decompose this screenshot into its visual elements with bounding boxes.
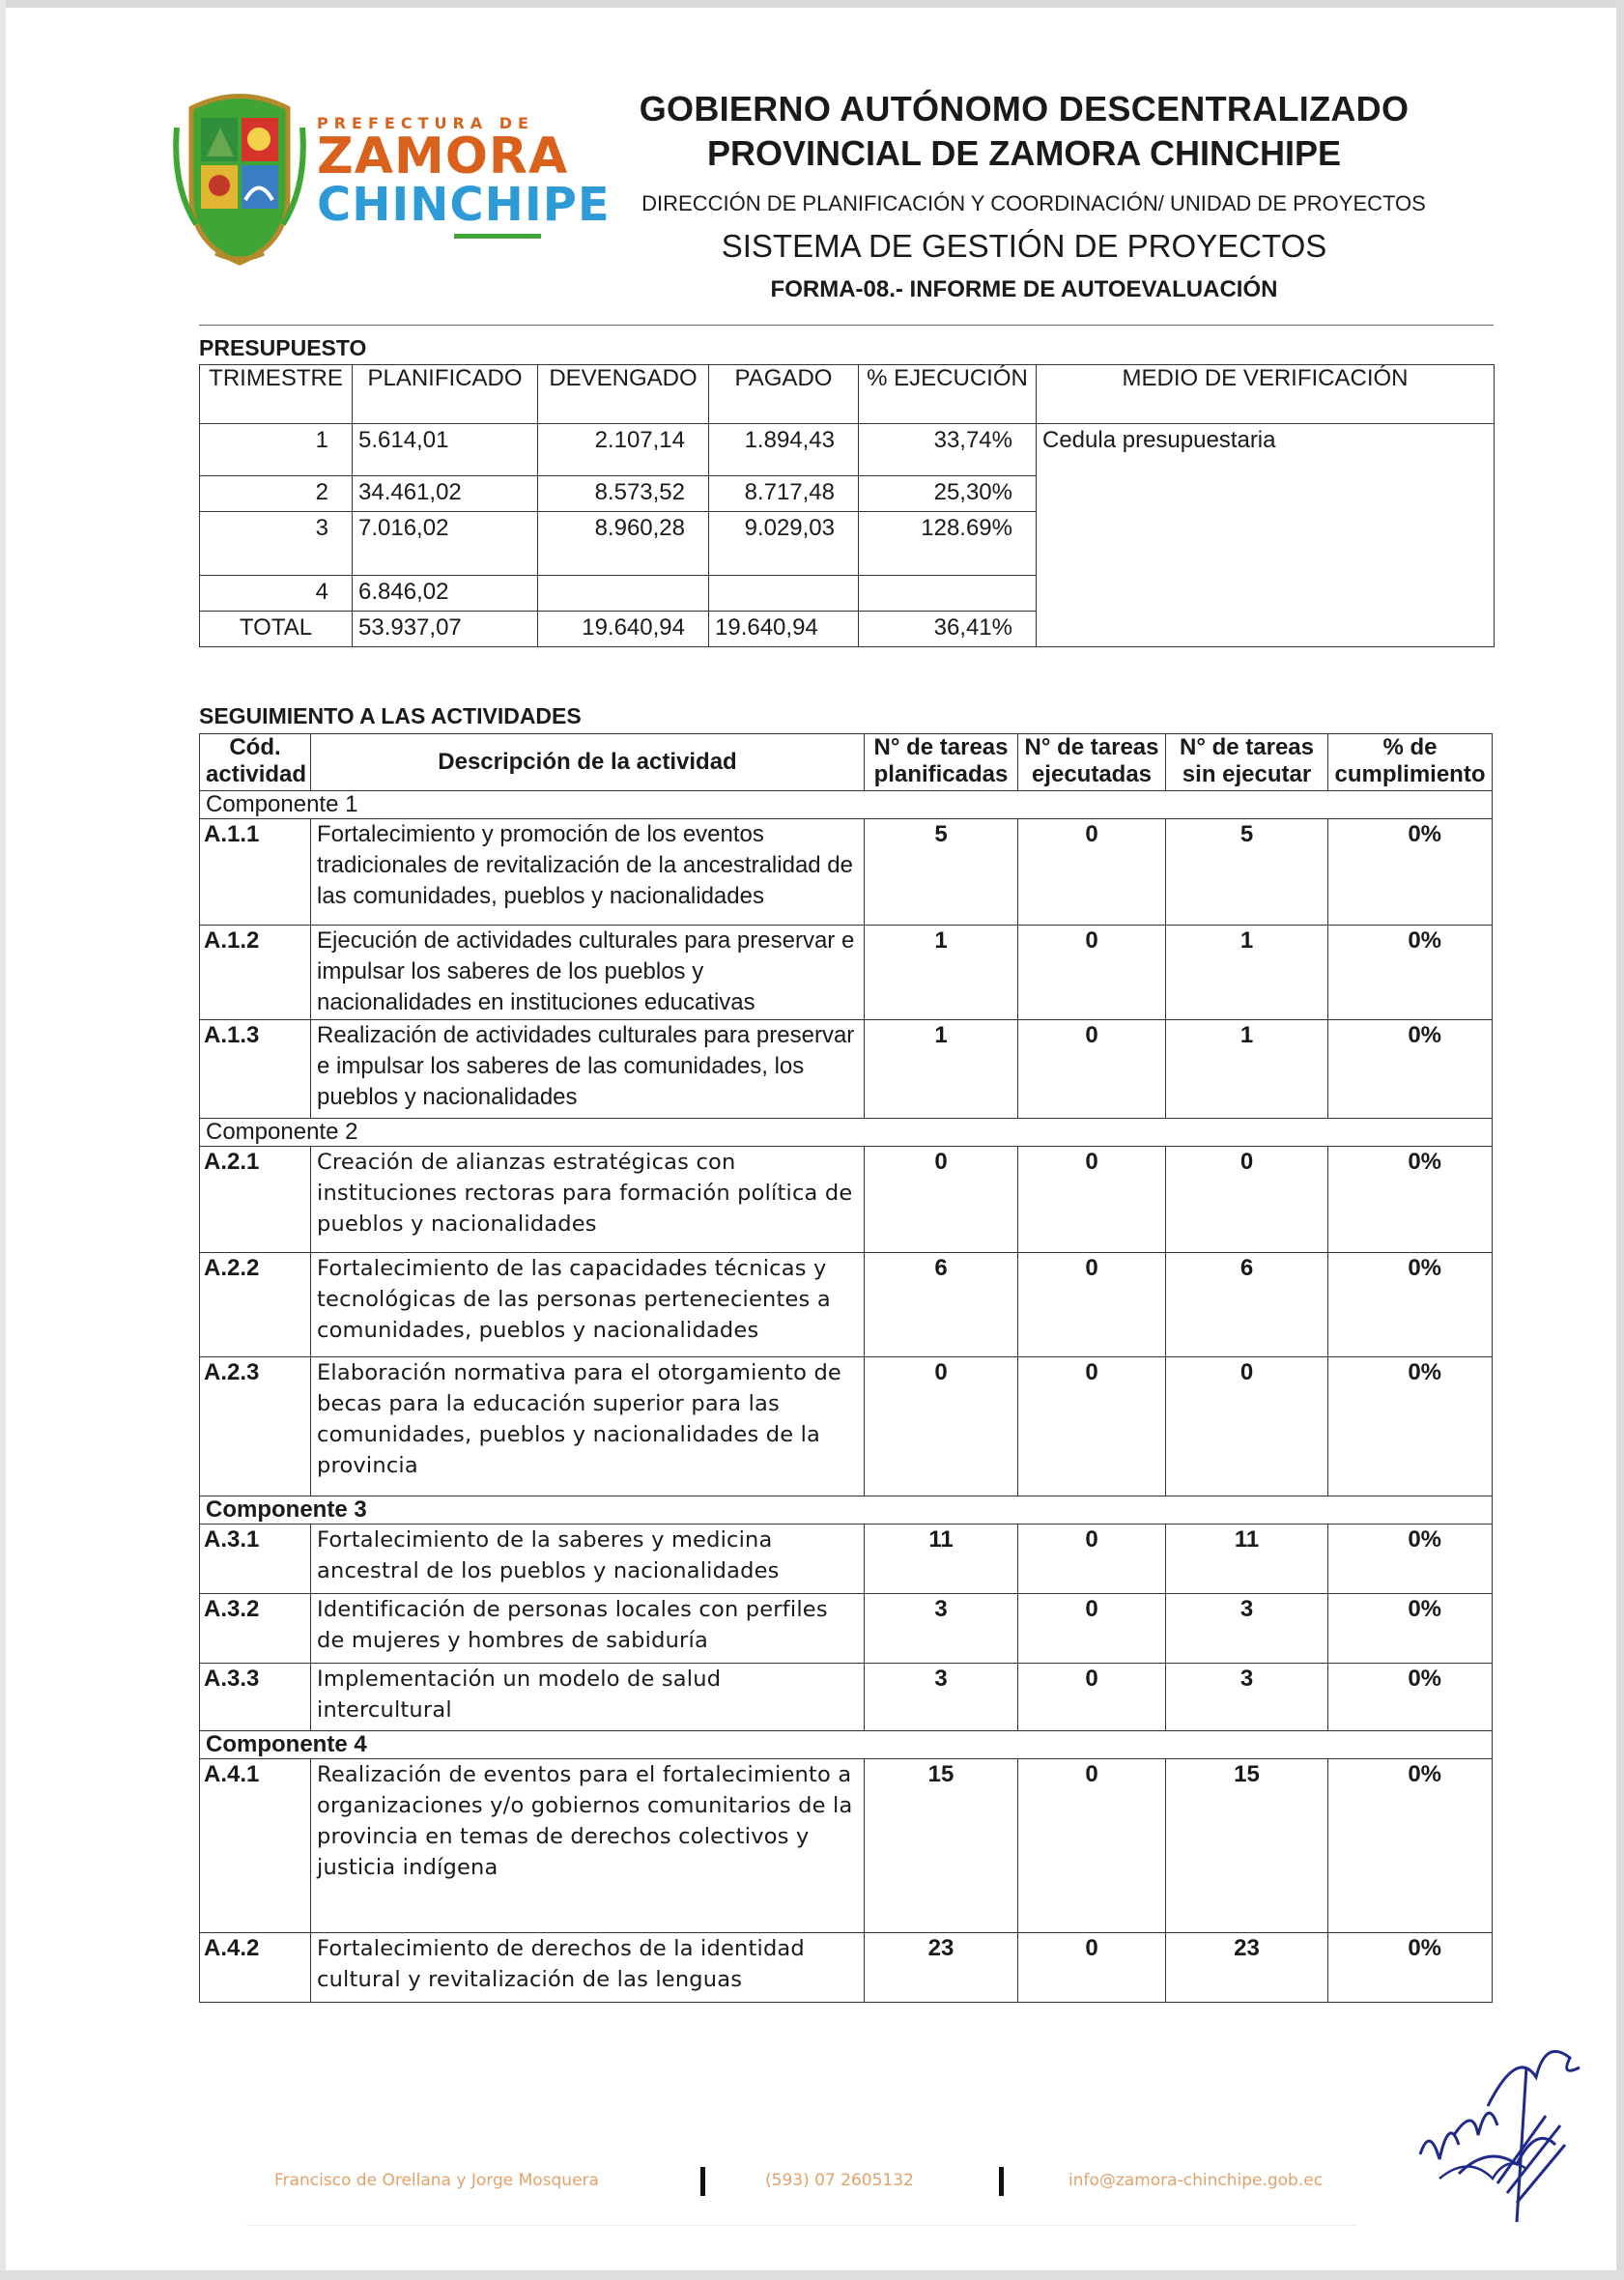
- activity-desc: Fortalecimiento de la saberes y medicina ancestral de los pueblos y nacionalidades: [311, 1525, 865, 1594]
- activity-plan: 5: [865, 819, 1018, 926]
- activity-plan: 0: [865, 1357, 1018, 1496]
- activity-plan: 1: [865, 1020, 1018, 1119]
- component-label: Componente 1: [200, 791, 1493, 819]
- activity-row: [200, 1253, 1493, 1357]
- activity-desc: Realización de eventos para el fortalecimiento a organizaciones y/o gobiernos comunitarios de la provincia en temas de derechos colectivos y justicia indígena: [311, 1759, 865, 1933]
- activity-code: A.1.1: [200, 819, 311, 926]
- activity-desc: Identificación de personas locales con perfiles de mujeres y hombres de sabiduría: [311, 1594, 865, 1664]
- activity-ejec: 0: [1018, 1759, 1166, 1933]
- activity-desc: Fortalecimiento y promoción de los eventos tradicionales de revitalización de la ancestralidad de las comunidades, pueblos y nacionalidades: [311, 819, 865, 926]
- activity-row: [200, 1357, 1493, 1496]
- activity-pct: 0%: [1328, 1020, 1493, 1119]
- activity-ejec: 0: [1018, 819, 1166, 926]
- activity-sin: 1: [1166, 926, 1328, 1020]
- cell-ejecucion: 25,30%: [859, 476, 1037, 512]
- component-label: Componente 4: [200, 1731, 1493, 1759]
- activity-row: [200, 1020, 1493, 1119]
- cell-pagado: [709, 576, 859, 612]
- activity-pct: 0%: [1328, 1147, 1493, 1253]
- activity-sin: 11: [1166, 1525, 1328, 1594]
- activity-plan: 0: [865, 1147, 1018, 1253]
- cell-total-ejecucion: 36,41%: [859, 612, 1037, 647]
- cell-planificado: 6.846,02: [353, 576, 538, 612]
- col-sin-ejecutar: N° de tareas sin ejecutar: [1166, 734, 1328, 791]
- activity-plan: 1: [865, 926, 1018, 1020]
- component-label: Componente 2: [200, 1119, 1493, 1147]
- activity-plan: 11: [865, 1525, 1018, 1594]
- footer-email: info@zamora-chinchipe.gob.ec: [1068, 2171, 1324, 2190]
- activity-code: A.2.2: [200, 1253, 311, 1357]
- cell-planificado: 5.614,01: [353, 424, 538, 476]
- cell-medio: Cedula presupuestaria: [1037, 424, 1495, 647]
- activity-ejec: 0: [1018, 1664, 1166, 1731]
- activity-pct: 0%: [1328, 1933, 1493, 2003]
- scan-edge-top: [0, 0, 1624, 8]
- cell-devengado: 8.573,52: [538, 476, 709, 512]
- cell-planificado: 7.016,02: [353, 512, 538, 576]
- activity-sin: 0: [1166, 1147, 1328, 1253]
- activity-code: A.4.1: [200, 1759, 311, 1933]
- cell-devengado: 8.960,28: [538, 512, 709, 576]
- logo-small-text: PREFECTURA DE: [317, 114, 534, 132]
- cell-ejecucion: [859, 576, 1037, 612]
- scan-edge-left: [0, 0, 6, 2280]
- header-form-title: FORMA-08.- INFORME DE AUTOEVALUACIÓN: [770, 276, 1278, 302]
- activity-plan: 15: [865, 1759, 1018, 1933]
- col-devengado: DEVENGADO: [538, 365, 709, 424]
- activity-sin: 5: [1166, 819, 1328, 926]
- activity-pct: 0%: [1328, 819, 1493, 926]
- activity-code: A.3.1: [200, 1525, 311, 1594]
- activity-sin: 0: [1166, 1357, 1328, 1496]
- activity-code: A.2.3: [200, 1357, 311, 1496]
- component-row: [200, 1731, 1493, 1759]
- activity-code: A.3.3: [200, 1664, 311, 1731]
- col-planificado: PLANIFICADO: [353, 365, 538, 424]
- activity-plan: 23: [865, 1933, 1018, 2003]
- activity-code: A.1.3: [200, 1020, 311, 1119]
- cell-pagado: 1.894,43: [709, 424, 859, 476]
- activity-ejec: 0: [1018, 1357, 1166, 1496]
- activity-pct: 0%: [1328, 1664, 1493, 1731]
- footer-divider: [246, 2225, 1357, 2226]
- activity-code: A.2.1: [200, 1147, 311, 1253]
- activity-code: A.3.2: [200, 1594, 311, 1664]
- activity-plan: 3: [865, 1664, 1018, 1731]
- activity-sin: 3: [1166, 1594, 1328, 1664]
- activity-row: [200, 1594, 1493, 1664]
- activity-sin: 15: [1166, 1759, 1328, 1933]
- footer-separator: [999, 2167, 1004, 2196]
- activity-ejec: 0: [1018, 1594, 1166, 1664]
- activity-desc: Implementación un modelo de salud intercultural: [311, 1664, 865, 1731]
- activity-row: [200, 1933, 1493, 2003]
- activity-plan: 3: [865, 1594, 1018, 1664]
- activity-desc: Ejecución de actividades culturales para preservar e impulsar los saberes de los pueblos y nacionalidades en instituciones educativas: [311, 926, 865, 1020]
- budget-header-row: [200, 365, 1495, 424]
- cell-pagado: 8.717,48: [709, 476, 859, 512]
- activity-sin: 23: [1166, 1933, 1328, 2003]
- cell-devengado: [538, 576, 709, 612]
- cell-devengado: 2.107,14: [538, 424, 709, 476]
- footer-phone: (593) 07 2605132: [765, 2171, 914, 2190]
- activity-pct: 0%: [1328, 1253, 1493, 1357]
- cell-trimestre: 1: [200, 424, 353, 476]
- footer-address: Francisco de Orellana y Jorge Mosquera: [274, 2171, 599, 2190]
- activity-ejec: 0: [1018, 1147, 1166, 1253]
- footer-separator: [700, 2167, 705, 2196]
- component-label: Componente 3: [200, 1496, 1493, 1525]
- activity-code: A.1.2: [200, 926, 311, 1020]
- col-cod: Cód. actividad: [200, 734, 311, 791]
- activity-sin: 3: [1166, 1664, 1328, 1731]
- header-system: SISTEMA DE GESTIÓN DE PROYECTOS: [721, 228, 1327, 264]
- logo-chinchipe: CHINCHIPE: [317, 178, 611, 232]
- activity-desc: Fortalecimiento de derechos de la identidad cultural y revitalización de las lenguas: [311, 1933, 865, 2003]
- prefectura-shield-icon: [172, 89, 307, 268]
- header-divider: [199, 325, 1494, 326]
- cell-ejecucion: 33,74%: [859, 424, 1037, 476]
- activity-code: A.4.2: [200, 1933, 311, 2003]
- cell-total-label: TOTAL: [200, 612, 353, 647]
- col-ejecucion: % EJECUCIÓN: [859, 365, 1037, 424]
- activity-pct: 0%: [1328, 1357, 1493, 1496]
- cell-trimestre: 3: [200, 512, 353, 576]
- header-title-line1: GOBIERNO AUTÓNOMO DESCENTRALIZADO: [639, 89, 1410, 128]
- component-row: [200, 791, 1493, 819]
- scan-edge-bottom: [0, 2270, 1624, 2280]
- activity-pct: 0%: [1328, 1759, 1493, 1933]
- activities-section-title: SEGUIMIENTO A LAS ACTIVIDADES: [199, 703, 582, 728]
- cell-trimestre: 4: [200, 576, 353, 612]
- col-trimestre: TRIMESTRE: [200, 365, 353, 424]
- activities-header-row: [200, 734, 1493, 791]
- logo-underline: [454, 234, 541, 239]
- activity-row: [200, 1525, 1493, 1594]
- col-ejecutadas: N° de tareas ejecutadas: [1018, 734, 1166, 791]
- col-pagado: PAGADO: [709, 365, 859, 424]
- budget-section-title: PRESUPUESTO: [199, 335, 367, 360]
- cell-trimestre: 2: [200, 476, 353, 512]
- activities-table: [199, 733, 1493, 2003]
- activity-row: [200, 819, 1493, 926]
- activity-ejec: 0: [1018, 1253, 1166, 1357]
- cell-total-devengado: 19.640,94: [538, 612, 709, 647]
- activity-pct: 0%: [1328, 1594, 1493, 1664]
- handwritten-signature: [1401, 2009, 1594, 2232]
- activity-ejec: 0: [1018, 1020, 1166, 1119]
- activity-sin: 1: [1166, 1020, 1328, 1119]
- activity-row: [200, 1664, 1493, 1731]
- col-cumplimiento: % de cumplimiento: [1328, 734, 1493, 791]
- activity-ejec: 0: [1018, 926, 1166, 1020]
- header-title-line2: PROVINCIAL DE ZAMORA CHINCHIPE: [706, 133, 1342, 173]
- scan-edge-right: [1616, 0, 1624, 2280]
- cell-planificado: 34.461,02: [353, 476, 538, 512]
- activity-plan: 6: [865, 1253, 1018, 1357]
- cell-total-pagado: 19.640,94: [709, 612, 859, 647]
- header-department: DIRECCIÓN DE PLANIFICACIÓN Y COORDINACIÓN/ UNIDAD DE PROYECTOS: [641, 191, 1426, 215]
- activity-sin: 6: [1166, 1253, 1328, 1357]
- activity-pct: 0%: [1328, 926, 1493, 1020]
- activity-desc: Elaboración normativa para el otorgamiento de becas para la educación superior para las comunidades, pueblos y nacionalidades de la provincia: [311, 1357, 865, 1496]
- col-planificadas: N° de tareas planificadas: [865, 734, 1018, 791]
- activity-pct: 0%: [1328, 1525, 1493, 1594]
- activity-ejec: 0: [1018, 1525, 1166, 1594]
- activity-desc: Realización de actividades culturales para preservar e impulsar los saberes de las comunidades, los pueblos y nacionalidades: [311, 1020, 865, 1119]
- logo-zamora: ZAMORA: [317, 128, 569, 185]
- cell-pagado: 9.029,03: [709, 512, 859, 576]
- component-row: [200, 1496, 1493, 1525]
- col-desc: Descripción de la actividad: [311, 734, 865, 791]
- activity-row: [200, 1147, 1493, 1253]
- budget-row: [200, 424, 1495, 476]
- cell-total-planificado: 53.937,07: [353, 612, 538, 647]
- budget-table: [199, 364, 1495, 647]
- component-row: [200, 1119, 1493, 1147]
- activity-ejec: 0: [1018, 1933, 1166, 2003]
- col-medio: MEDIO DE VERIFICACIÓN: [1037, 365, 1495, 424]
- activity-row: [200, 926, 1493, 1020]
- activity-desc: Creación de alianzas estratégicas con instituciones rectoras para formación política de pueblos y nacionalidades: [311, 1147, 865, 1253]
- activity-row: [200, 1759, 1493, 1933]
- activity-desc: Fortalecimiento de las capacidades técnicas y tecnológicas de las personas pertenecientes a comunidades, pueblos y nacionalidades: [311, 1253, 865, 1357]
- cell-ejecucion: 128.69%: [859, 512, 1037, 576]
